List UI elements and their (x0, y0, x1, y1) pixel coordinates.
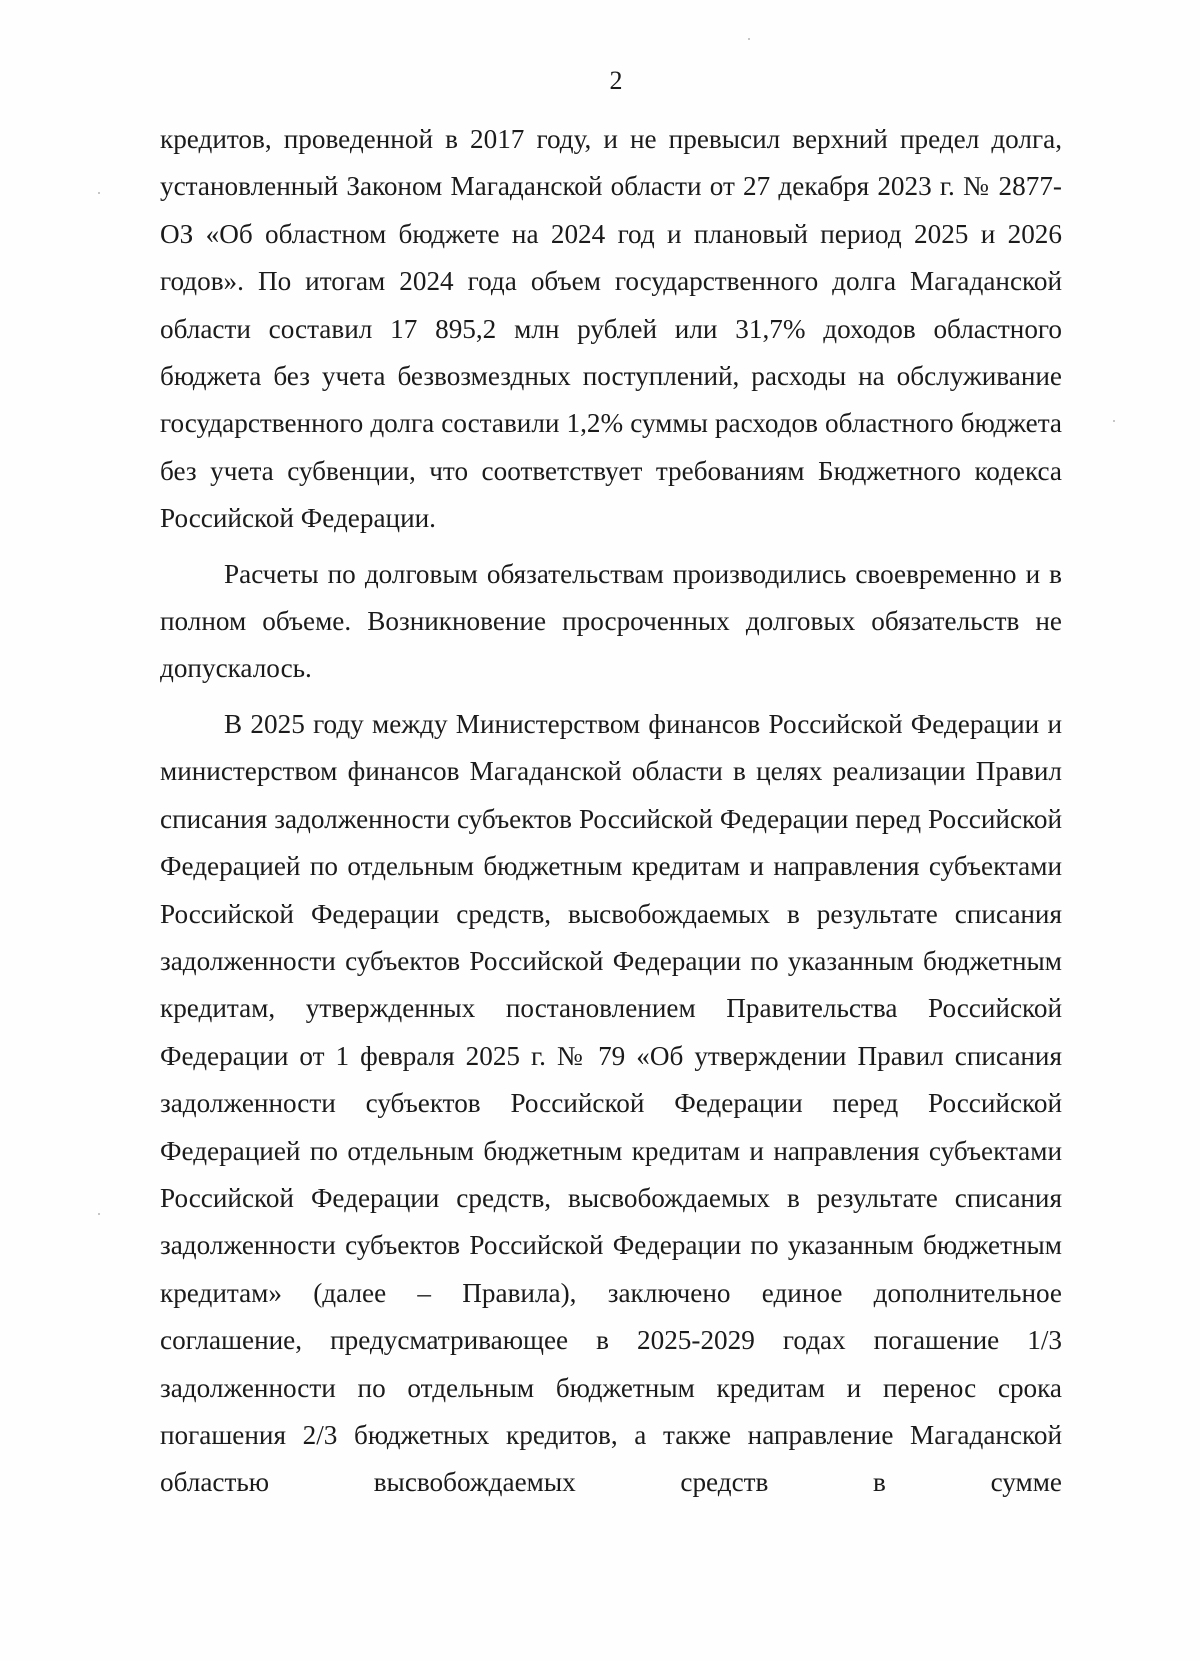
page-number: 2 (609, 66, 623, 95)
paragraph-debt-write-off: В 2025 году между Министерством финансов Российской Федерации и министерством финансов Магаданской области в целях реализации Правил списания задолженности субъектов Российской Федерации перед Российской Федерацией по отдельным бюджетным кредитам и направления субъектами Российской Федерации средств, высвобождаемых в результате списания задолженности субъектов Российской Федерации по указанным бюджетным кредитам, утвержденных постановлением Правительства Российской Федерации от 1 февраля 2025 г. № 79 «Об утверждении Правил списания задолженности субъектов Российской Федерации перед Российской Федерацией по отдельным бюджетным кредитам и направления субъектами Российской Федерации средств, высвобождаемых в результате списания задолженности субъектов Российской Федерации по указанным бюджетным кредитам» (далее – Правила), заключено единое дополнительное соглашение, предусматривающее в 2025-2029 годах погашение 1/3 задолженности по отдельным бюджетным кредитам и перенос срока погашения 2/3 бюджетных кредитов, а также направление Магаданской областью высвобождаемых средств в сумме (160, 708, 1062, 1498)
scan-speck (98, 192, 100, 194)
scan-speck (748, 38, 750, 40)
paragraph-debt-payments: Расчеты по долговым обязательствам производились своевременно и в полном объеме. Возникновение просроченных долговых обязательств не допускалось. (160, 558, 1062, 684)
scan-speck (1113, 420, 1115, 422)
document-body (160, 116, 1062, 1507)
scan-speck (98, 1213, 100, 1215)
paragraph-public-debt: кредитов, проведенной в 2017 году, и не превысил верхний предел долга, установленный Законом Магаданской области от 27 декабря 2023 г. № 2877-ОЗ «Об областном бюджете на 2024 год и плановый период 2025 и 2026 годов». По итогам 2024 года объем государственного долга Магаданской области составил 17 895,2 млн рублей или 31,7% доходов областного бюджета без учета безвозмездных поступлений, расходы на обслуживание государственного долга составили 1,2% суммы расходов областного бюджета без учета субвенции, что соответствует требованиям Бюджетного кодекса Российской Федерации. (160, 124, 1062, 534)
